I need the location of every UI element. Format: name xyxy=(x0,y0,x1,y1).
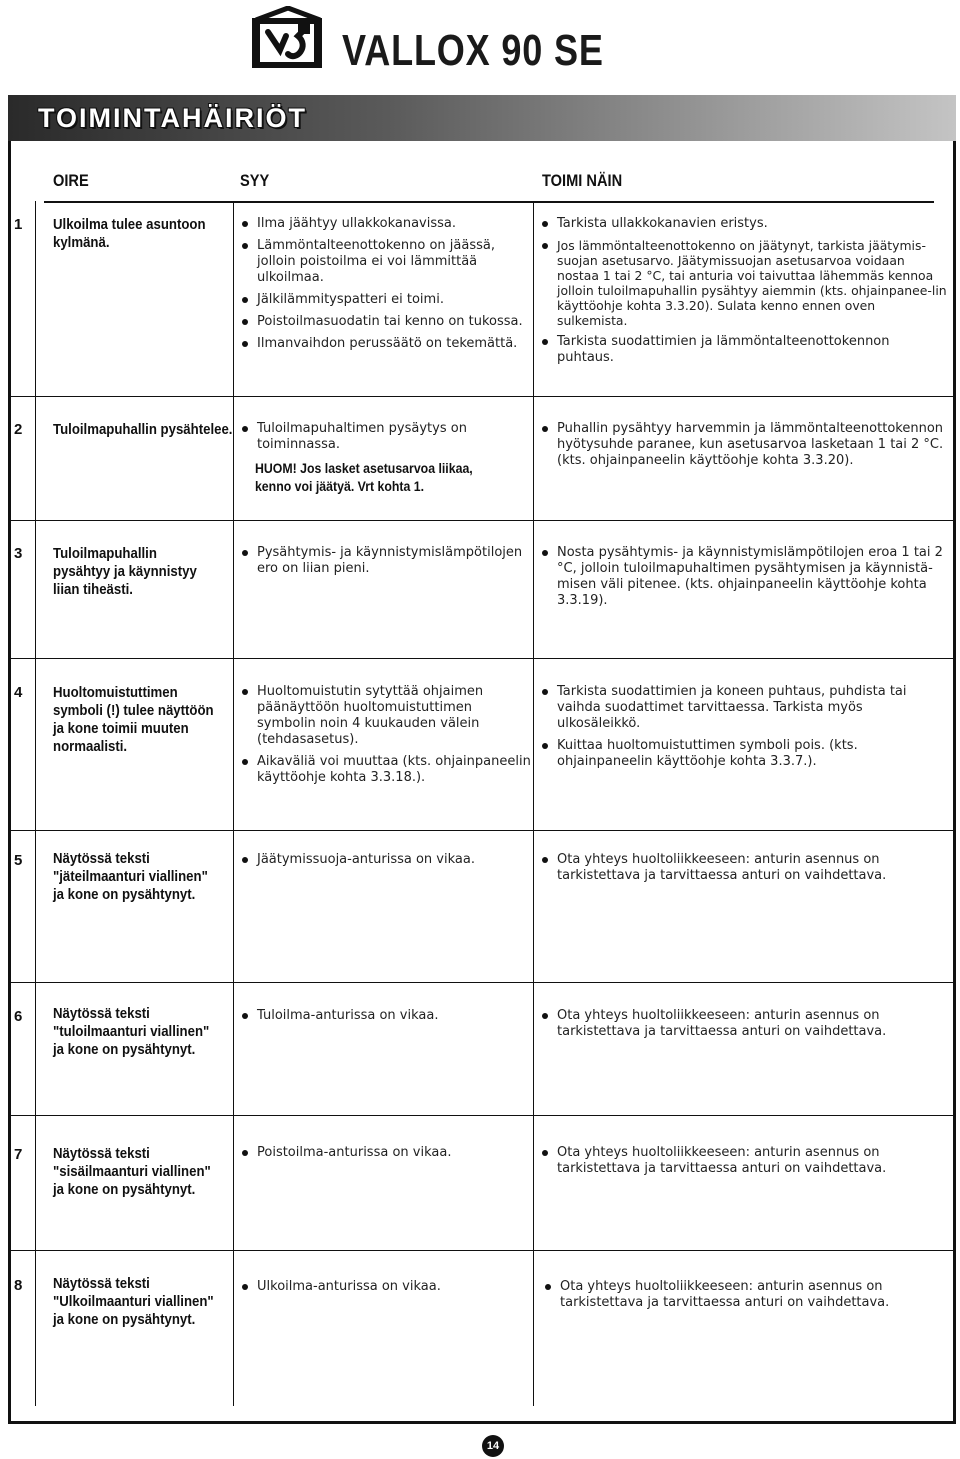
symptom-text: Näytössä teksti "jäteilmaanturi viallinen" ja kone on pysähtynyt. xyxy=(53,850,208,903)
cause-item: Tuloilmapuhaltimen pysäytys on toiminnassa. xyxy=(240,421,532,453)
header-rule xyxy=(44,201,934,203)
cause-list xyxy=(240,216,532,358)
action-item: Puhallin pysähtyy harvemmin ja lämmöntalteenottokennon hyötysuhde paranee, kun asetusarvoa lasketaan 1 tai 2 °C. (kts. ohjainpaneelin käyttöohje kohta 3.3.20). xyxy=(540,421,948,469)
cause-item: Jäätymissuoja-anturissa on vikaa. xyxy=(240,852,532,868)
cause-list xyxy=(240,684,532,792)
cause-note: HUOM! Jos lasket asetusarvoa liikaa, kenno voi jäätyä. Vrt kohta 1. xyxy=(254,460,473,494)
cause-item: Poistoilmasuodatin tai kenno on tukossa. xyxy=(240,314,532,330)
section-title: TOIMINTAHÄIRIÖT xyxy=(38,103,307,133)
cause-item: Lämmöntalteenottokenno on jäässä, jolloin poistoilma ei voi lämmittää ulkoilmaa. xyxy=(240,238,532,286)
action-list xyxy=(540,852,948,890)
action-list xyxy=(540,216,948,372)
cause-item: Pysähtymis- ja käynnistymislämpötilojen ero on liian pieni. xyxy=(240,545,532,577)
column-header-symptom: OIRE xyxy=(53,171,89,190)
column-divider-cause xyxy=(533,201,534,1406)
action-item: Jos lämmöntalteenottokenno on jäätynyt, tarkista jäätymis-suojan asetusarvo. Jäätymissuojan asetusarvoa voidaan nostaa 1 tai 2 °C, tai anturia voi taivuttaa lähemmäs kennoa jolloin tuloilmapuhallin pysähtyy aiemmin (kts. ohjainpanee-lin käyttöohje kohta 3.3.20). Sulata kenno ennen oven sulkemista. xyxy=(540,238,948,328)
vallox-logo xyxy=(250,6,326,70)
row-divider xyxy=(11,658,953,659)
page-number-badge: 14 xyxy=(482,1435,504,1457)
column-divider-symptom xyxy=(233,201,234,1406)
row-divider xyxy=(11,1250,953,1251)
cause-item: Tuloilma-anturissa on vikaa. xyxy=(240,1008,532,1024)
action-list xyxy=(540,1008,948,1046)
action-item: Ota yhteys huoltoliikkeeseen: anturin asennus on tarkistettava ja tarvittaessa anturi on vaihdettava. xyxy=(540,1008,948,1040)
symptom-text: Tuloilmapuhallin pysähtyy ja käynnistyy liian tiheästi. xyxy=(53,545,197,598)
row-number: 6 xyxy=(14,1008,23,1025)
action-list xyxy=(543,1279,951,1317)
cause-list xyxy=(240,1279,532,1301)
cause-list xyxy=(240,545,532,583)
row-number: 3 xyxy=(14,545,23,562)
row-divider xyxy=(11,396,953,397)
action-item: Ota yhteys huoltoliikkeeseen: anturin asennus on tarkistettava ja tarvittaessa anturi on vaihdettava. xyxy=(543,1279,951,1311)
action-item: Tarkista ullakkokanavien eristys. xyxy=(540,216,948,232)
cause-list xyxy=(240,1145,532,1167)
cause-item: Jälkilämmityspatteri ei toimi. xyxy=(240,292,532,308)
cause-list xyxy=(240,421,532,495)
row-number: 5 xyxy=(14,852,23,869)
symptom-text: Ulkoilma tulee asuntoon kylmänä. xyxy=(53,216,206,251)
row-number: 2 xyxy=(14,421,23,438)
row-divider xyxy=(11,982,953,983)
action-item: Nosta pysähtymis- ja käynnistymislämpötilojen eroa 1 tai 2 °C, jolloin tuloilmapuhaltimen pysähtymisen ja käynnistä-misen väli pitenee. (kts. ohjainpaneelin käyttöohje kohta 3.3.19). xyxy=(540,545,948,609)
symptom-text: Näytössä teksti "Ulkoilmaanturi viallinen" ja kone on pysähtynyt. xyxy=(53,1275,214,1328)
column-header-cause: SYY xyxy=(240,171,270,190)
action-list xyxy=(540,545,948,615)
row-number: 7 xyxy=(14,1146,23,1163)
action-list xyxy=(540,684,948,776)
column-header-action: TOIMI NÄIN xyxy=(542,171,623,190)
cause-item: Ulkoilma-anturissa on vikaa. xyxy=(240,1279,532,1295)
row-divider xyxy=(11,520,953,521)
symptom-text: Näytössä teksti "sisäilmaanturi viallinen" ja kone on pysähtynyt. xyxy=(53,1145,211,1198)
row-number: 4 xyxy=(14,684,23,701)
action-item: Tarkista suodattimien ja lämmöntalteenottokennon puhtaus. xyxy=(540,334,948,366)
cause-item: Huoltomuistutin sytyttää ohjaimen päänäyttöön huoltomuistuttimen symbolin noin 4 kuukauden välein (tehdasasetus). xyxy=(240,684,532,748)
cause-item: Ilmanvaihdon perussäätö on tekemättä. xyxy=(240,336,532,352)
action-item: Ota yhteys huoltoliikkeeseen: anturin asennus on tarkistettava ja tarvittaessa anturi on vaihdettava. xyxy=(540,1145,948,1177)
action-item: Kuittaa huoltomuistuttimen symboli pois. (kts. ohjainpaneelin käyttöohje kohta 3.3.7.). xyxy=(540,738,948,770)
row-divider xyxy=(11,1115,953,1116)
cause-item: Aikaväliä voi muuttaa (kts. ohjainpaneelin käyttöohje kohta 3.3.18.). xyxy=(240,754,532,786)
symptom-text: Näytössä teksti "tuloilmaanturi viallinen" ja kone on pysähtynyt. xyxy=(53,1005,210,1058)
cause-item: Poistoilma-anturissa on vikaa. xyxy=(240,1145,532,1161)
cause-item: Ilma jäähtyy ullakkokanavissa. xyxy=(240,216,532,232)
cause-list xyxy=(240,852,532,874)
row-number: 8 xyxy=(14,1277,23,1294)
symptom-text: Huoltomuistuttimen symboli (!) tulee näyttöön ja kone toimii muuten normaalisti. xyxy=(53,684,214,755)
row-number: 1 xyxy=(14,216,23,233)
action-list xyxy=(540,1145,948,1183)
brand-title: VALLOX 90 SE xyxy=(342,26,604,75)
action-list xyxy=(540,421,948,475)
cause-list xyxy=(240,1008,532,1030)
symptom-text: Tuloilmapuhallin pysähtelee. xyxy=(53,421,233,438)
action-item: Tarkista suodattimien ja koneen puhtaus, puhdista tai vaihda suodattimet tarvittaessa. Tarkista myös ulkosäleikkö. xyxy=(540,684,948,732)
action-item: Ota yhteys huoltoliikkeeseen: anturin asennus on tarkistettava ja tarvittaessa anturi on vaihdettava. xyxy=(540,852,948,884)
row-divider xyxy=(11,830,953,831)
column-divider-number xyxy=(35,201,36,1406)
